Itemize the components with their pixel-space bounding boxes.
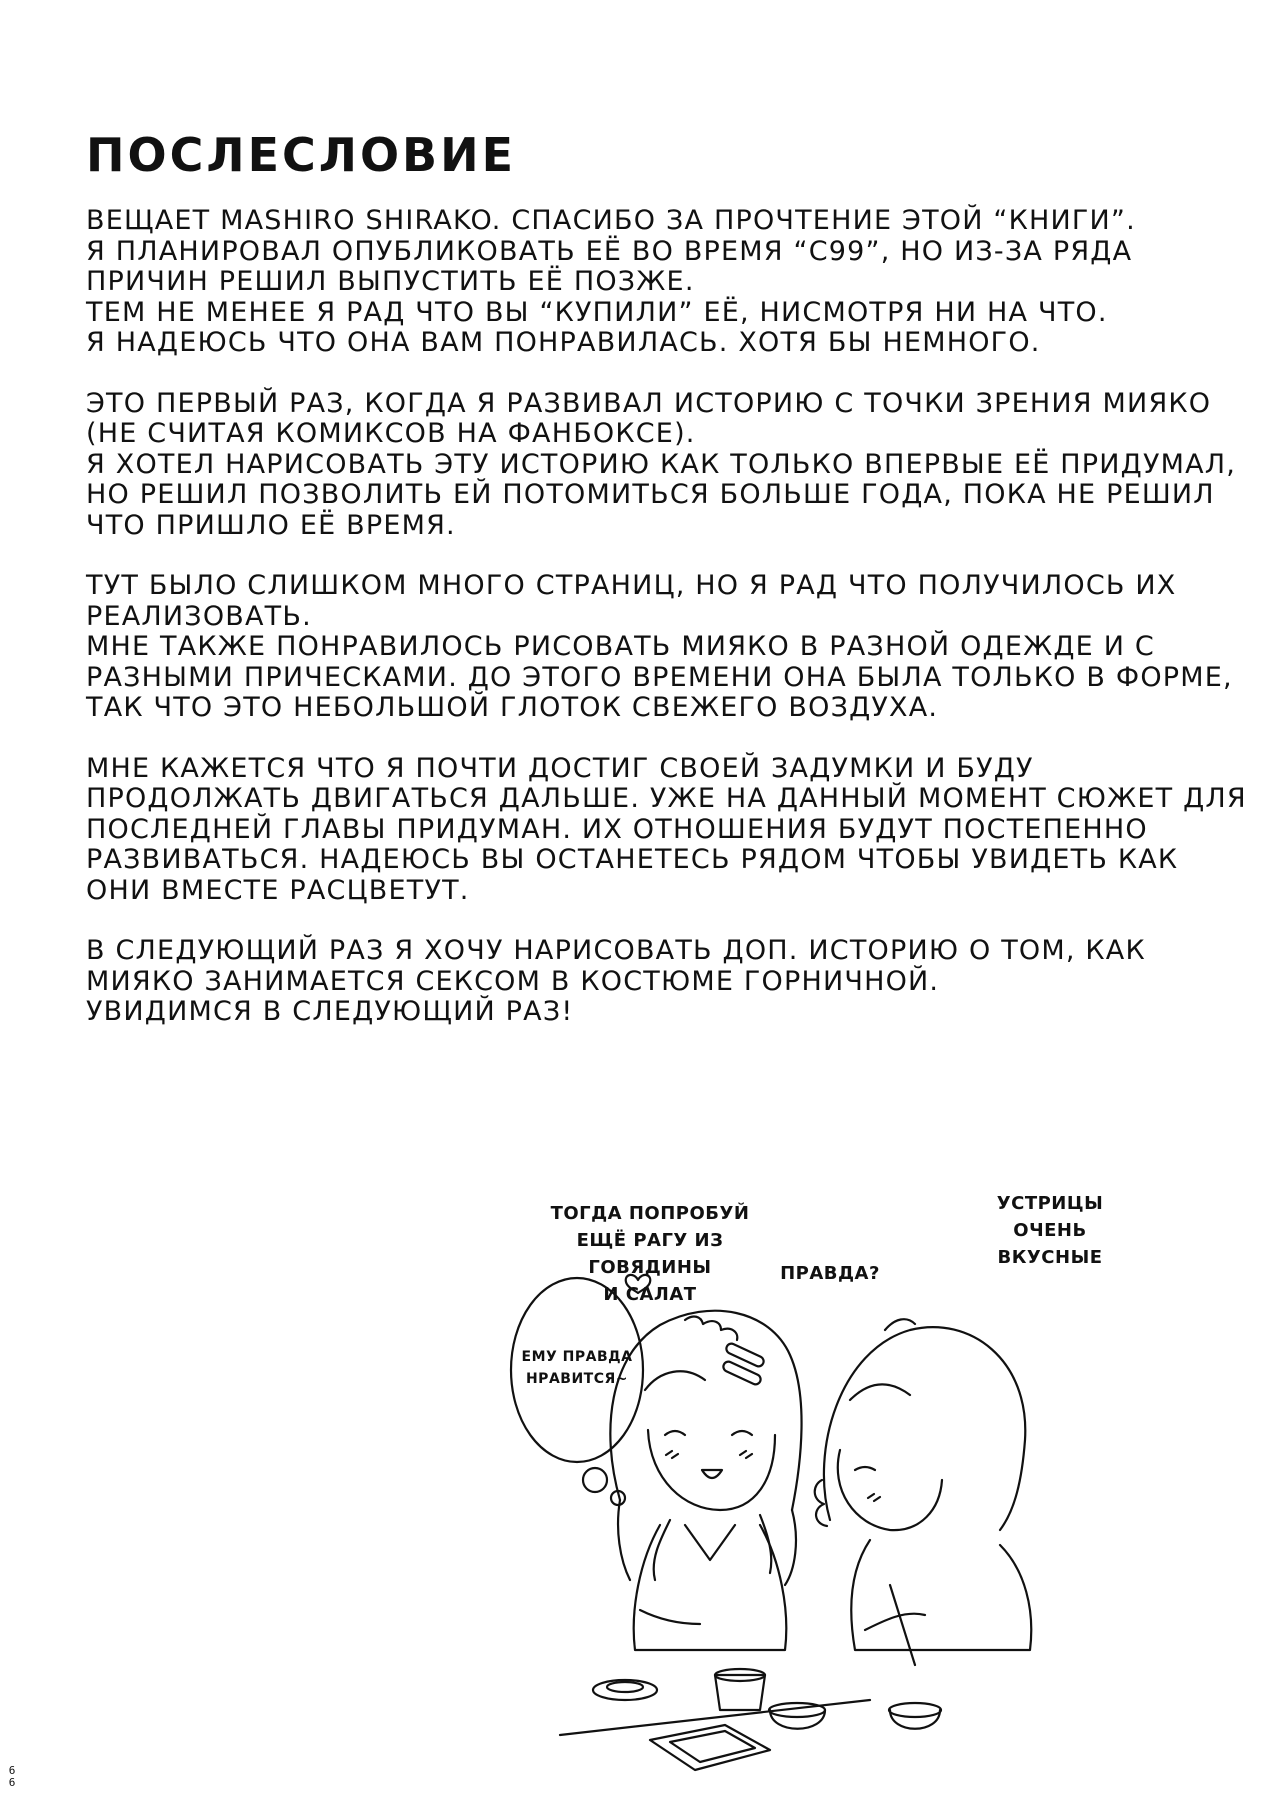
- speech-line: И САЛАТ: [603, 1284, 697, 1305]
- text-line: НО РЕШИЛ ПОЗВОЛИТЬ ЕЙ ПОТОМИТЬСЯ БОЛЬШЕ ГОДА, ПОКА НЕ РЕШИЛ: [86, 479, 1215, 510]
- text-line: Я ХОТЕЛ НАРИСОВАТЬ ЭТУ ИСТОРИЮ КАК ТОЛЬКО ВПЕРВЫЕ ЕЁ ПРИДУМАЛ,: [86, 448, 1237, 480]
- text-line: РЕАЛИЗОВАТЬ.: [86, 600, 312, 632]
- thought-line: НРАВИТСЯ~: [525, 1371, 629, 1387]
- boy-hair: [824, 1327, 1025, 1530]
- text-line: ОНИ ВМЕСТЕ РАСЦВЕТУТ.: [86, 874, 470, 906]
- speech-line: ВКУСНЫЕ: [997, 1247, 1103, 1268]
- text-line: ЭТО ПЕРВЫЙ РАЗ, КОГДА Я РАЗВИВАЛ ИСТОРИЮ С ТОЧКИ ЗРЕНИЯ МИЯКО: [86, 387, 1212, 419]
- text-line: ТЕМ НЕ МЕНЕЕ Я РАД ЧТО ВЫ “КУПИЛИ” ЕЁ, НИСМОТРЯ НИ НА ЧТО.: [86, 296, 1108, 328]
- thought-text: [517, 1346, 637, 1390]
- text-line: РАЗНЫМИ ПРИЧЕСКАМИ. ДО ЭТОГО ВРЕМЕНИ ОНА БЫЛА ТОЛЬКО В ФОРМЕ,: [86, 661, 1233, 693]
- paragraph-5: [86, 936, 1266, 1028]
- text-line: МИЯКО ЗАНИМАЕТСЯ СЕКСОМ В КОСТЮМЕ ГОРНИЧНОЙ.: [86, 965, 940, 997]
- text-line: УВИДИМСЯ В СЛЕДУЮЩИЙ РАЗ!: [86, 996, 574, 1027]
- cup: [770, 1710, 825, 1729]
- speech-line: ГОВЯДИНЫ: [588, 1257, 712, 1278]
- afterword-body: [86, 206, 1266, 1058]
- text-line: ТАК ЧТО ЭТО НЕБОЛЬШОЙ ГЛОТОК СВЕЖЕГО ВОЗДУХА.: [86, 692, 939, 723]
- paragraph-1: [86, 206, 1266, 359]
- page-title: ПОСЛЕСЛОВИЕ: [86, 128, 517, 182]
- speech-middle: [770, 1260, 890, 1287]
- cup: [890, 1710, 940, 1729]
- boy-body: [851, 1540, 1031, 1650]
- spoon: [890, 1585, 915, 1665]
- text-line: ПРОДОЛЖАТЬ ДВИГАТЬСЯ ДАЛЬШЕ. УЖЕ НА ДАННЫЙ МОМЕНТ СЮЖЕТ ДЛЯ: [86, 783, 1247, 814]
- text-line: МНЕ ТАКЖЕ ПОНРАВИЛОСЬ РИСОВАТЬ МИЯКО В РАЗНОЙ ОДЕЖДЕ И С: [86, 631, 1155, 662]
- thought-line: ЕМУ ПРАВДА: [521, 1349, 633, 1365]
- text-line: ПРИЧИН РЕШИЛ ВЫПУСТИТЬ ЕЁ ПОЗЖЕ.: [86, 266, 695, 297]
- speech-line: ПРАВДА?: [780, 1263, 880, 1284]
- text-line: (НЕ СЧИТАЯ КОМИКСОВ НА ФАНБОКСЕ).: [86, 418, 696, 449]
- text-line: В СЛЕДУЮЩИЙ РАЗ Я ХОЧУ НАРИСОВАТЬ ДОП. ИСТОРИЮ О ТОМ, КАК: [86, 935, 1146, 966]
- speech-line: ЕЩЁ РАГУ ИЗ: [576, 1230, 724, 1251]
- paragraph-2: [86, 389, 1266, 542]
- speech-right: [980, 1190, 1120, 1271]
- text-line: ТУТ БЫЛО СЛИШКОМ МНОГО СТРАНИЦ, НО Я РАД ЧТО ПОЛУЧИЛОСЬ ИХ: [86, 570, 1177, 601]
- illustration: [470, 1180, 1270, 1780]
- text-line: ВЕЩАЕТ MASHIRO SHIRAKO. СПАСИБО ЗА ПРОЧТЕНИЕ ЭТОЙ “КНИГИ”.: [86, 205, 1136, 236]
- page-number: 66: [8, 1764, 16, 1789]
- text-line: МНЕ КАЖЕТСЯ ЧТО Я ПОЧТИ ДОСТИГ СВОЕЙ ЗАДУМКИ И БУДУ: [86, 752, 1034, 784]
- text-line: Я НАДЕЮСЬ ЧТО ОНА ВАМ ПОНРАВИЛАСЬ. ХОТЯ БЫ НЕМНОГО.: [86, 327, 1041, 358]
- speech-line: ОЧЕНЬ: [1013, 1220, 1087, 1241]
- text-line: ЧТО ПРИШЛО ЕЁ ВРЕМЯ.: [86, 509, 456, 541]
- speech-line: ТОГДА ПОПРОБУЙ: [550, 1203, 750, 1224]
- speech-left: [550, 1200, 750, 1308]
- paragraph-3: [86, 571, 1266, 724]
- paragraph-4: [86, 754, 1266, 907]
- thought-dot: [583, 1468, 607, 1492]
- text-line: РАЗВИВАТЬСЯ. НАДЕЮСЬ ВЫ ОСТАНЕТЕСЬ РЯДОМ ЧТОБЫ УВИДЕТЬ КАК: [86, 844, 1179, 875]
- text-line: Я ПЛАНИРОВАЛ ОПУБЛИКОВАТЬ ЕЁ ВО ВРЕМЯ “С99”, НО ИЗ-ЗА РЯДА: [86, 235, 1133, 267]
- girl-body: [634, 1525, 787, 1650]
- speech-line: УСТРИЦЫ: [996, 1193, 1104, 1214]
- text-line: ПОСЛЕДНЕЙ ГЛАВЫ ПРИДУМАН. ИХ ОТНОШЕНИЯ БУДУТ ПОСТЕПЕННО: [86, 813, 1148, 845]
